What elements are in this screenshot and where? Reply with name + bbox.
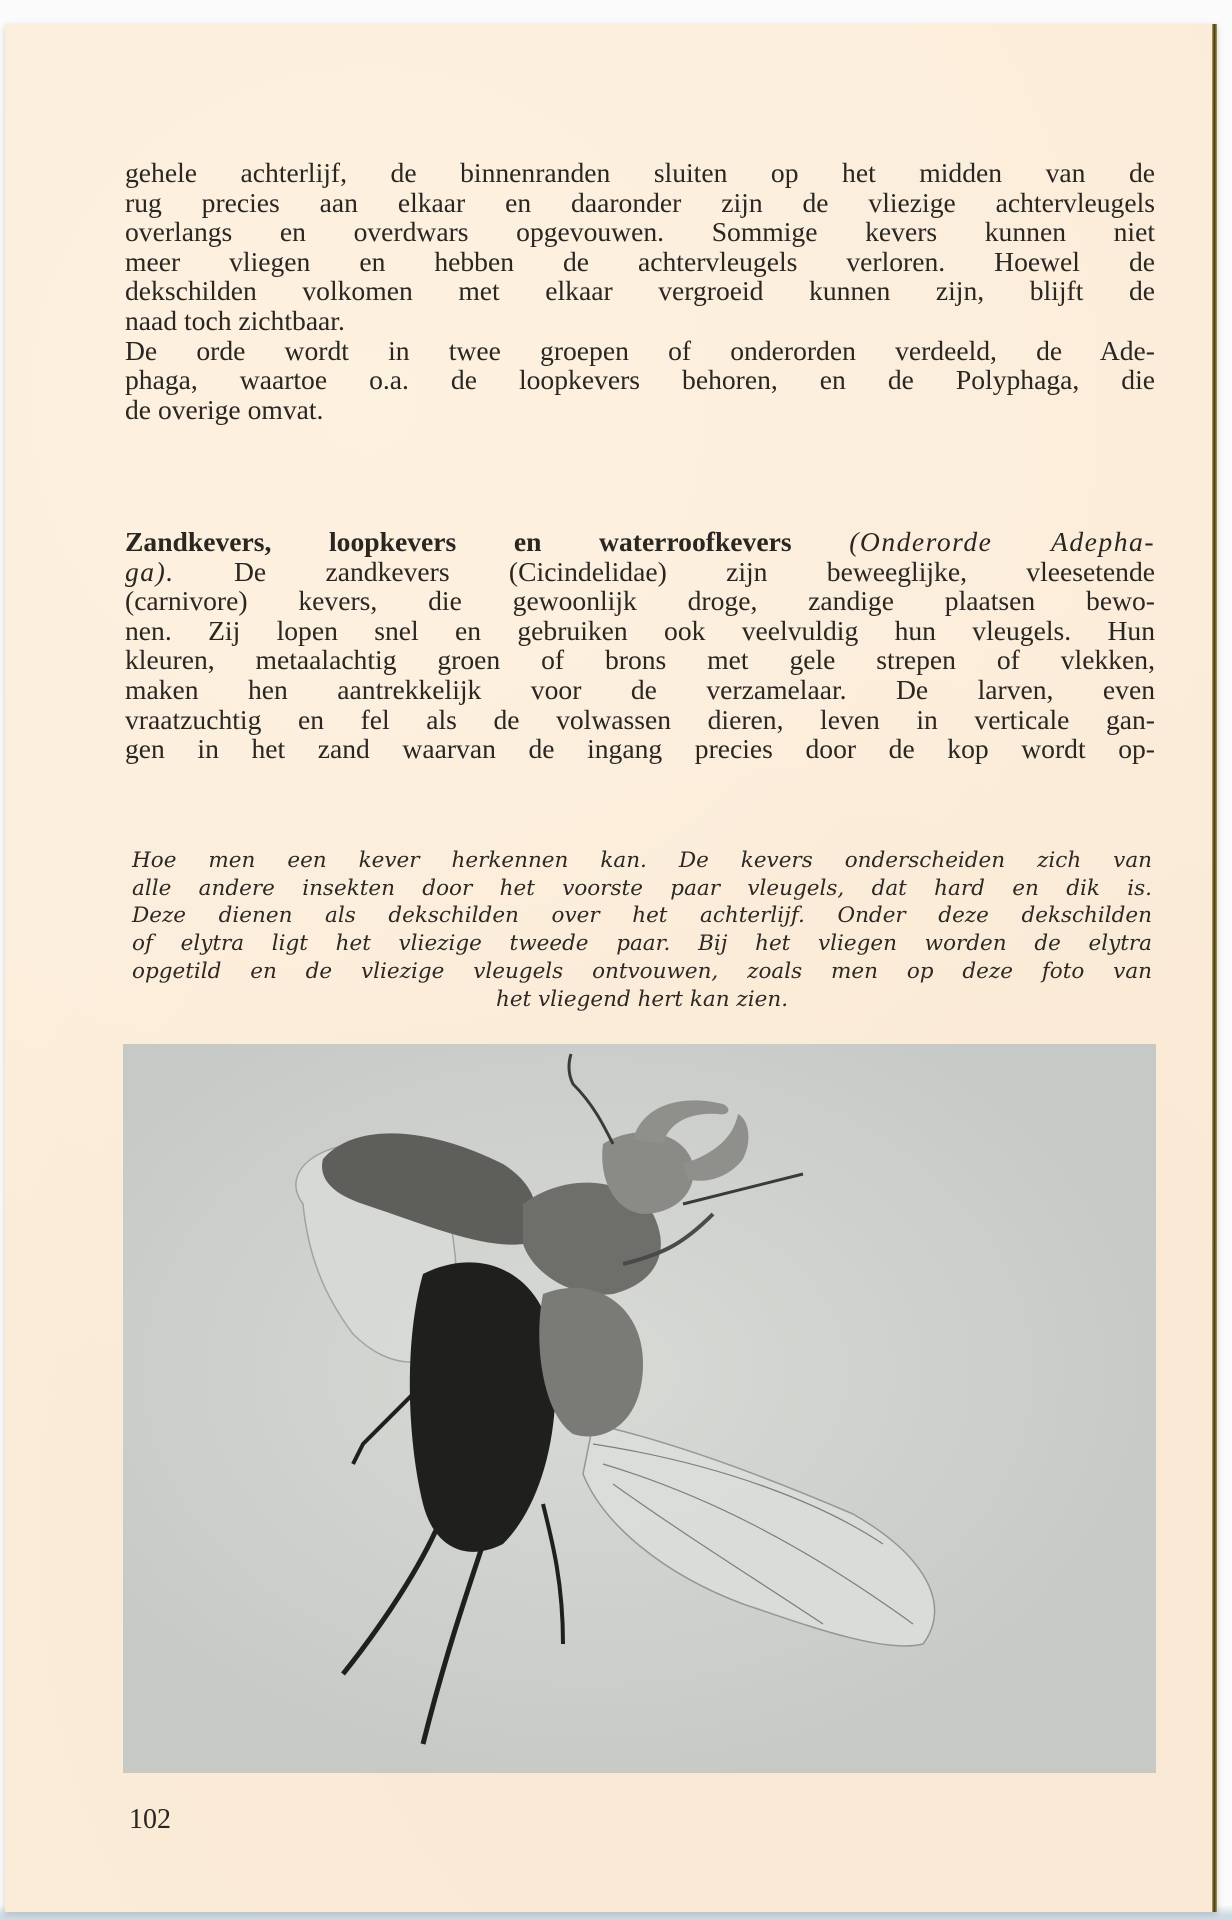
left-mandible (633, 1100, 728, 1144)
section-heading-line (125, 527, 1155, 557)
text-line: de overige omvat. (125, 393, 324, 425)
text-line: gen in het zand waarvan de ingang precies door de kop wordt op- (125, 733, 1155, 765)
stag-beetle-photo (123, 1044, 1156, 1773)
text-line: dekschilden volkomen met elkaar vergroeid kunnen zijn, blijft de (125, 275, 1155, 307)
beetle-leg (423, 1544, 483, 1744)
beetle-abdomen (410, 1262, 556, 1551)
caption-line: het vliegend hert kan zien. (495, 986, 789, 1012)
body-text-top (125, 158, 1155, 424)
text-line: vraatzuchtig en fel als de volwassen dieren, leven in verticale gan- (125, 703, 1155, 735)
text-line: kleuren, metaalachtig groen of brons met gele strepen of vlekken, (125, 644, 1155, 676)
right-hind-wing (583, 1424, 935, 1646)
text-line: rug precies aan elkaar en daaronder zijn de vliezige achtervleugels (125, 186, 1155, 218)
paragraph-2 (125, 336, 1155, 425)
book-page (5, 24, 1217, 1912)
caption-line: Hoe men een kever herkennen kan. De kevers onderscheiden zich van (132, 848, 1152, 873)
section-text: De zandkevers (Cicindelidae) zijn beweeglijke, vleesetende (174, 555, 1155, 587)
text-line: naad toch zichtbaar. (125, 304, 345, 336)
page-number: 102 (129, 1804, 171, 1835)
right-elytron (539, 1288, 643, 1437)
caption-line: alle andere insekten door het voorste paar vleugels, dat hard en dik is. (132, 875, 1152, 901)
stag-beetle-illustration (123, 1044, 1156, 1773)
antenna-left (569, 1054, 613, 1144)
text-line: meer vliegen en hebben de achtervleugels verloren. Hoewel de (125, 245, 1155, 277)
text-line: phaga, waartoe o.a. de loopkevers behoren, en de Polyphaga, die (125, 364, 1155, 396)
figure-caption (132, 847, 1152, 1013)
caption-line: of elytra ligt het vliezige tweede paar. Bij het vliegen worden de elytra (132, 931, 1152, 957)
text-line: nen. Zij lopen snel en gebruiken ook veelvuldig hun vleugels. Hun (125, 614, 1155, 646)
text-line: (carnivore) kevers, die gewoonlijk droge, zandige plaatsen bewo- (125, 585, 1155, 617)
text-line: gehele achterlijf, de binnenranden sluiten op het midden van de (125, 157, 1155, 188)
section-heading: Zandkevers, loopkevers en waterroofkevers (125, 526, 792, 557)
beetle-leg (543, 1504, 563, 1644)
section-suborder-cont: ga). (125, 555, 175, 587)
text-line (125, 557, 1155, 587)
beetle-leg (343, 1514, 443, 1674)
right-mandible (683, 1114, 748, 1181)
section-zandkevers (125, 527, 1155, 764)
text-line: overlangs en overdwars opgevouwen. Sommige kevers kunnen niet (125, 216, 1155, 248)
text-line: maken hen aantrekkelijk voor de verzamelaar. De larven, even (125, 673, 1155, 705)
page-edge-gilt (1212, 24, 1217, 1912)
caption-line: Deze dienen als dekschilden over het achterlijf. Onder deze dekschilden (132, 903, 1152, 929)
paragraph-1 (125, 158, 1155, 336)
caption-line: opgetild en de vliezige vleugels ontvouwen, zoals men op deze foto van (132, 958, 1152, 984)
text-line: De orde wordt in twee groepen of onderorden verdeeld, de Ade- (125, 334, 1155, 366)
section-suborder: (Onderorde Adepha- (849, 526, 1156, 557)
